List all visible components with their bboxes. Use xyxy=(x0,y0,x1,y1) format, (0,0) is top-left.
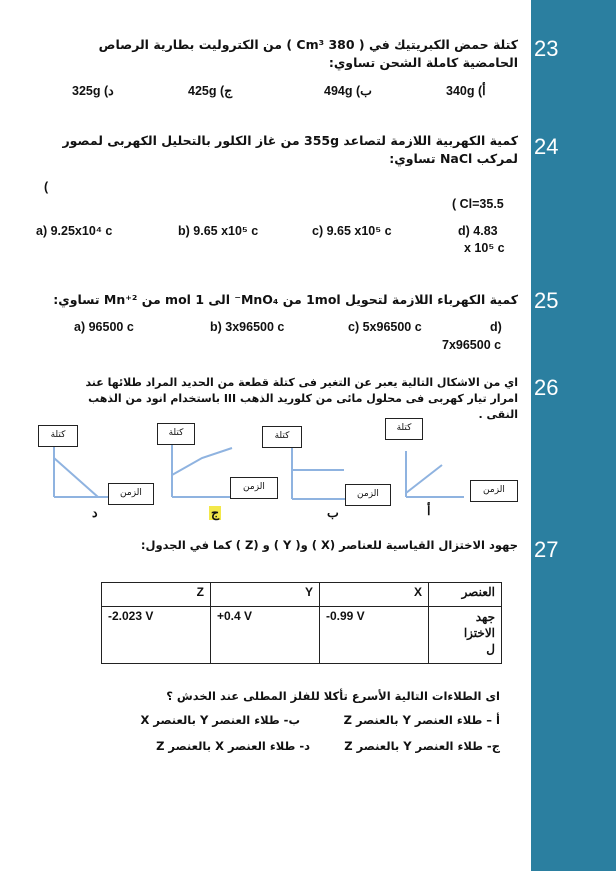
q24-option-c: c) 9.65 x10⁵ c xyxy=(312,224,392,238)
question-number-27: 27 xyxy=(534,537,559,562)
q25-option-c: c) 5x96500 c xyxy=(348,320,422,334)
q23-option-d: د) 325g xyxy=(72,84,114,98)
potentials-table xyxy=(101,582,502,664)
question-number-26: 26 xyxy=(534,375,559,400)
q24-option-a: a) 9.25x10⁴ c xyxy=(36,224,113,238)
table-header-element: العنصر xyxy=(429,583,502,607)
graph-c-line xyxy=(172,448,232,475)
q27-option-c: ج- طلاء العنصر Y بالعنصر Z xyxy=(344,739,500,753)
question-27-text: جهود الاختزال القياسية للعناصر (X ) و( Y ) و (Z ) كما في الجدول: xyxy=(140,538,518,552)
graph-a-line xyxy=(406,465,442,493)
graph-c-time-label: الزمن xyxy=(230,477,278,499)
table-header-y: Y xyxy=(211,583,320,607)
q25-option-d-cont: 7x96500 c xyxy=(442,338,502,352)
q25-option-d: d) xyxy=(490,320,502,334)
q24-given: ( Cl=35.5 xyxy=(452,197,504,211)
graph-b-time-label: الزمن xyxy=(345,484,391,506)
graph-d-mass-label: كتلة xyxy=(38,425,78,447)
table-value-y: +0.4 V xyxy=(211,607,320,664)
table-header-z: Z xyxy=(102,583,211,607)
table-header-x: X xyxy=(320,583,429,607)
q25-option-b: b) 3x96500 c xyxy=(210,320,285,334)
q23-option-c: ج) 425g xyxy=(188,84,233,98)
graph-a-label: أ xyxy=(427,504,431,518)
q23-option-a: أ) 340g xyxy=(446,84,486,98)
table-value-z: -2.023 V xyxy=(102,607,211,664)
question-number-25: 25 xyxy=(534,288,559,313)
row-label-line-2: الاختزا xyxy=(463,626,495,641)
row-label-line-3: ل xyxy=(486,642,495,657)
question-number-24: 24 xyxy=(534,134,559,159)
row-label-line-1: جهد xyxy=(475,610,495,624)
question-25-text: كمية الكهرباء اللازمة لتحويل 1mol من MnO₄⁻ الى 1 mol من Mn⁺² تساوي: xyxy=(53,292,518,307)
graph-d-line xyxy=(54,458,98,497)
graph-a-mass-label: كتلة xyxy=(385,418,423,440)
graph-c-label: ج xyxy=(211,506,220,520)
q27-option-d: د- طلاء العنصر X بالعنصر Z xyxy=(156,739,310,753)
q24-paren: ( xyxy=(44,180,49,194)
q27-option-a: أ – طلاء العنصر Y بالعنصر Z xyxy=(343,713,500,727)
graph-a-time-label: الزمن xyxy=(470,480,518,502)
question-number-23: 23 xyxy=(534,36,559,61)
question-23-text: كتلة حمض الكبريتيك في ( 380 Cm³ ) من الكتروليت بطارية الرصاص الحامضية كاملة الشحن تساوي: xyxy=(98,37,518,71)
graph-d-label: د xyxy=(92,506,98,520)
graph-b-mass-label: كتلة xyxy=(262,426,302,448)
q24-option-d-cont: x 10⁵ c xyxy=(464,241,505,255)
table-value-x: -0.99 V xyxy=(320,607,429,664)
question-26-text: اي من الاشكال التالية يعبر عن التغير فى كتلة قطعة من الحديد المراد طلائها عند امرار تيار كهربى فى محلول مائى من كلوريد الذهب III باستخدام انود من الذهب النقى . xyxy=(85,376,518,421)
question-27-prompt: اى الطلاءات التالية الأسرع تأكلا للفلز المطلى عند الخدش ؟ xyxy=(166,689,500,703)
table-row-label xyxy=(429,607,502,664)
q27-option-b: ب- طلاء العنصر Y بالعنصر X xyxy=(140,713,300,727)
sidebar-band xyxy=(531,0,616,871)
question-24-text: كمية الكهربية اللازمة لتصاعد 355g من غاز الكلور بالتحليل الكهربى لمصور لمركب NaCl تساوي: xyxy=(62,133,518,167)
q23-option-b: ب) 494g xyxy=(324,84,372,98)
graph-d-time-label: الزمن xyxy=(108,483,154,505)
graph-b-label: ب xyxy=(327,506,339,520)
q24-option-d: d) 4.83 xyxy=(458,224,498,238)
q24-option-b: b) 9.65 x10⁵ c xyxy=(178,224,259,238)
graph-c-mass-label: كتلة xyxy=(157,423,195,445)
q25-option-a: a) 96500 c xyxy=(74,320,134,334)
